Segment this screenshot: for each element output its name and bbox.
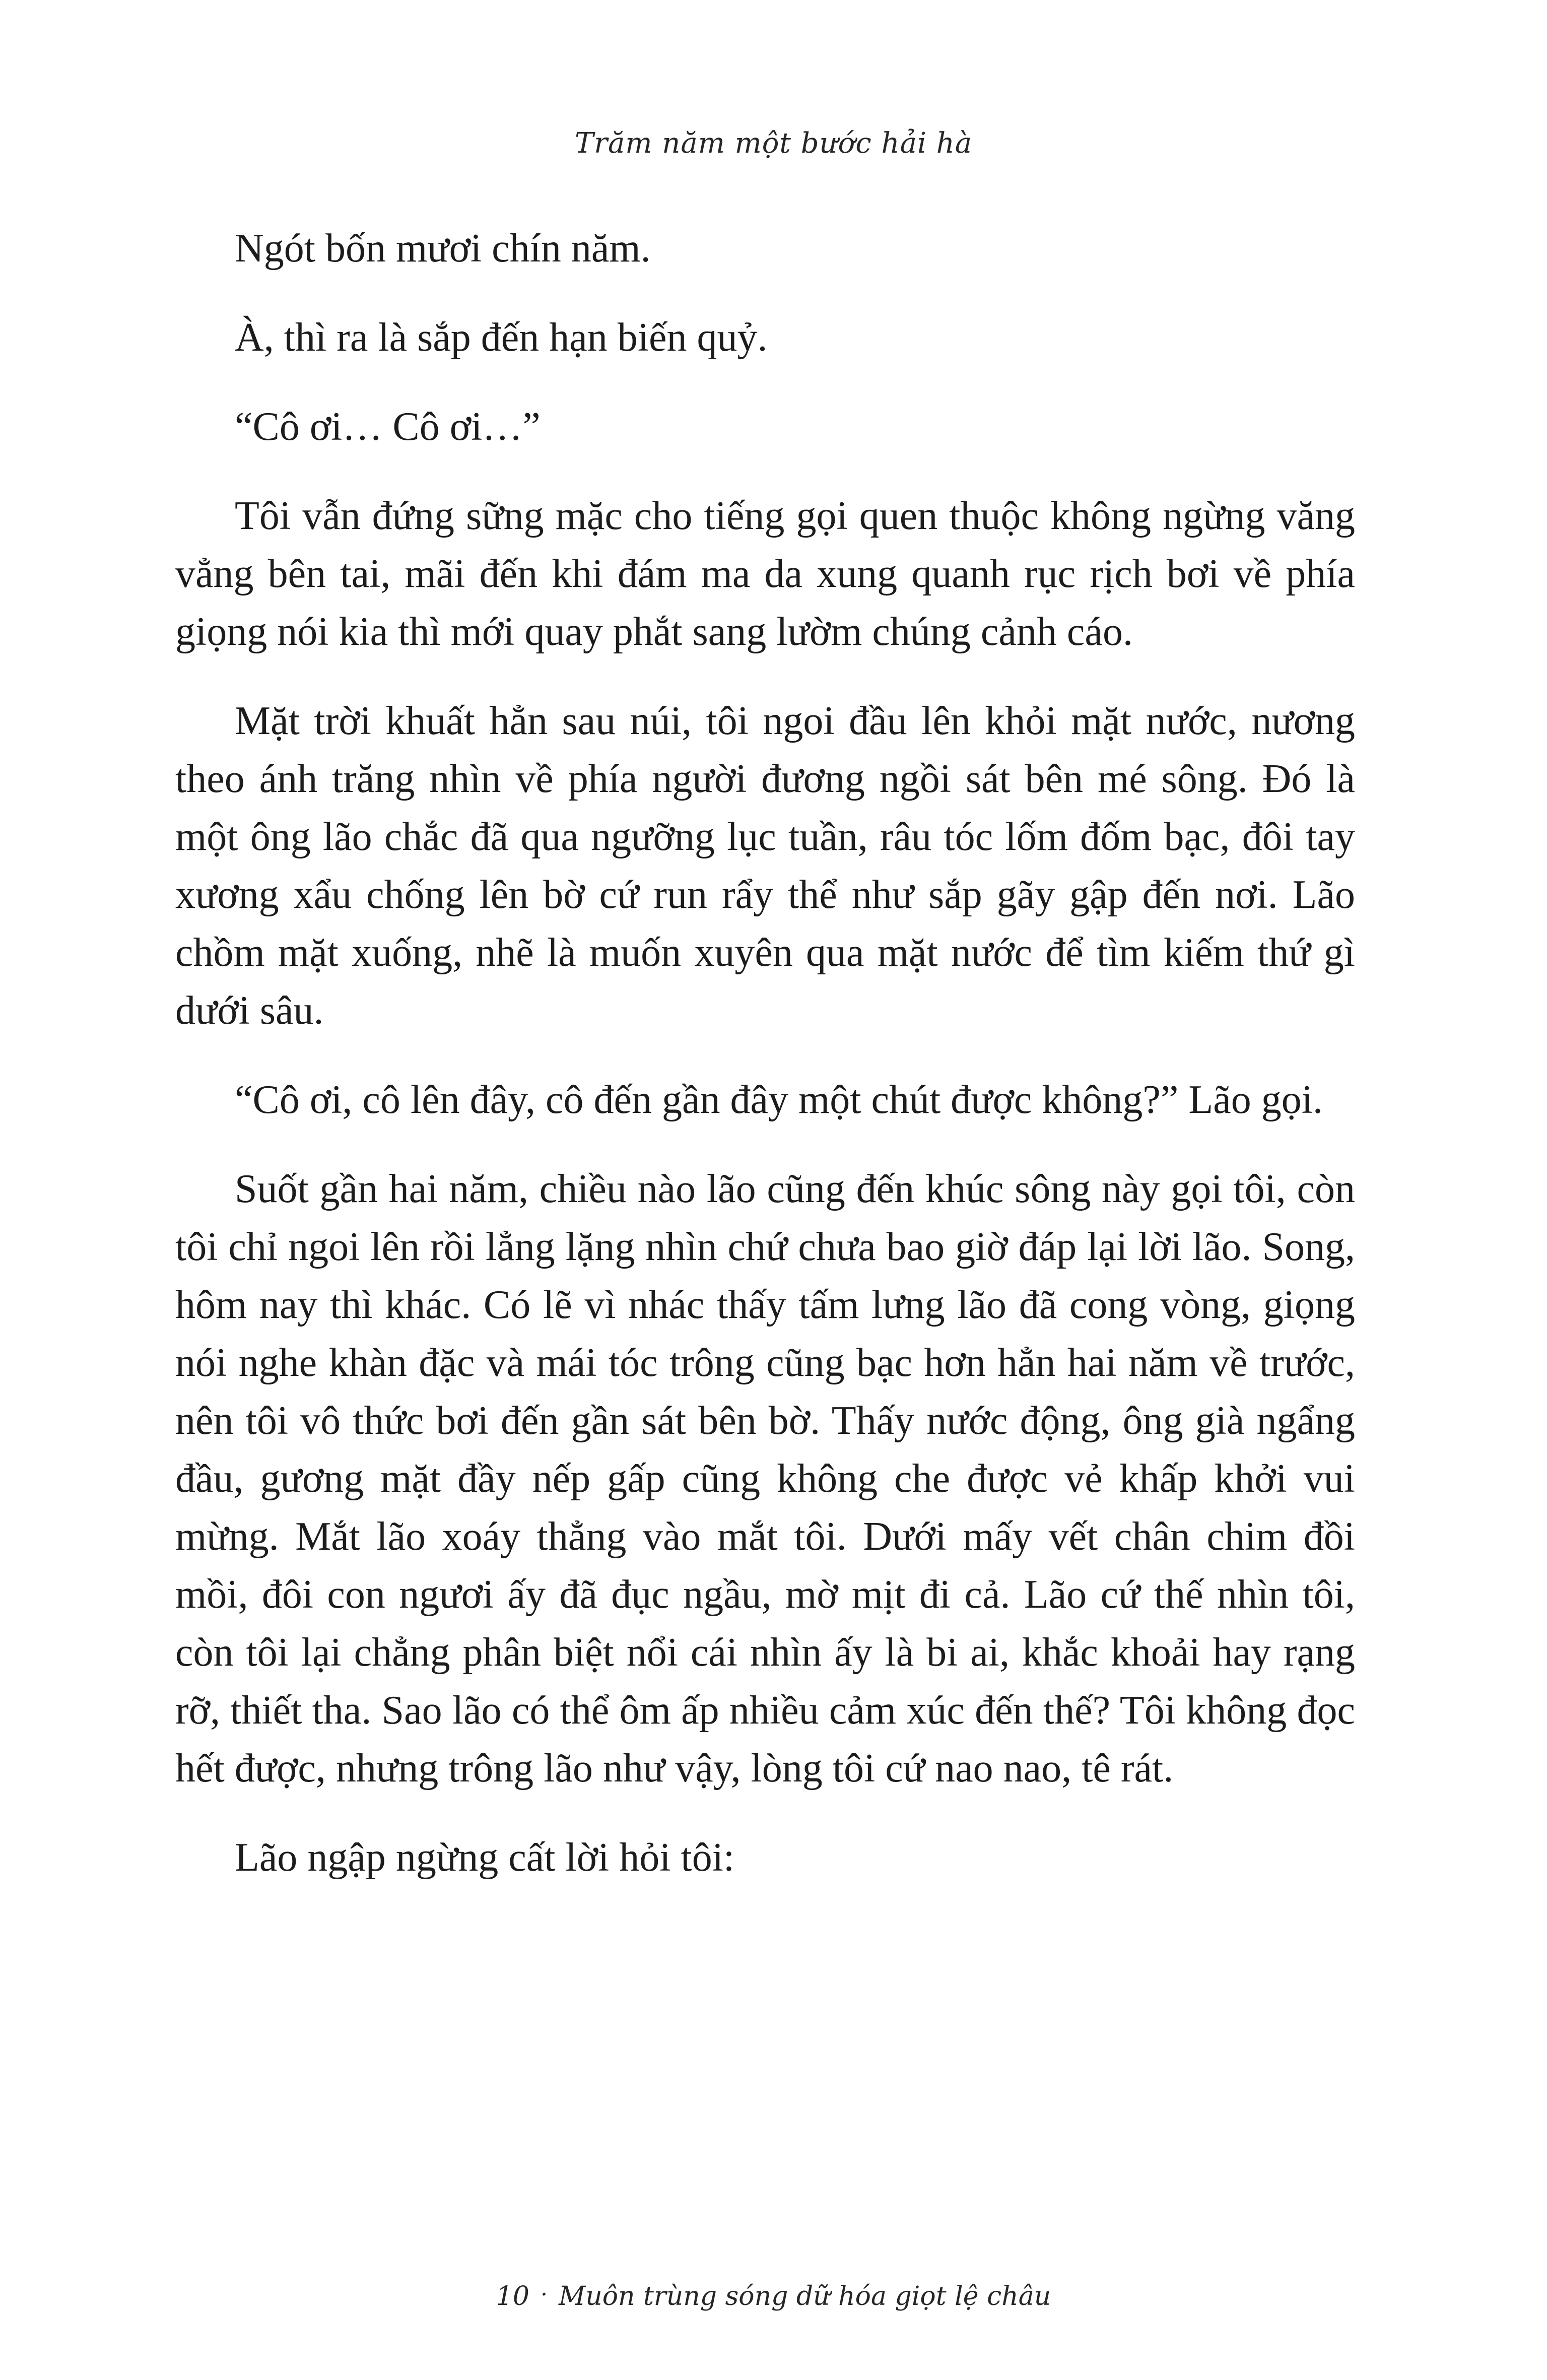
paragraph: À, thì ra là sắp đến hạn biến quỷ. [235,315,768,360]
page-footer [0,2281,1547,2311]
book-title: Muôn trùng sóng dữ hóa giọt lệ châu [558,2281,1051,2311]
page-number: 10 [496,2281,529,2311]
paragraph: Lão ngập ngừng cất lời hỏi tôi: [235,1835,735,1880]
paragraph: Tôi vẫn đứng sững mặc cho tiếng gọi quen thuộc không ngừng văng vẳng bên tai, mãi đến khi đám ma da xung quanh rục rịch bơi về phía giọng nói kia thì mới quay phắt sang lườm chúng cảnh cáo. [175,494,1355,654]
paragraph: Suốt gần hai năm, chiều nào lão cũng đến khúc sông này gọi tôi, còn tôi chỉ ngoi lên rồi lẳng lặng nhìn chứ chưa bao giờ đáp lại lời lão. Song, hôm nay thì khác. Có lẽ vì nhác thấy tấm lưng lão đã cong vòng, giọng nói nghe khàn đặc và mái tóc trông cũng bạc hơn hẳn hai năm về trước, nên tôi vô thức bơi đến gần sát bên bờ. Thấy nước động, ông già ngẩng đầu, gương mặt đầy nếp gấp cũng không che được vẻ khấp khởi vui mừng. Mắt lão xoáy thẳng vào mắt tôi. Dưới mấy vết chân chim đồi mồi, đôi con ngươi ấy đã đục ngầu, mờ mịt đi cả. Lão cứ thế nhìn tôi, còn tôi lại chẳng phân biệt nổi cái nhìn ấy là bi ai, khắc khoải hay rạng rỡ, thiết tha. Sao lão có thể ôm ấp nhiều cảm xúc đến thế? Tôi không đọc hết được, nhưng trông lão như vậy, lòng tôi cứ nao nao, tê rát. [175,1167,1355,1791]
paragraph: Mặt trời khuất hẳn sau núi, tôi ngoi đầu lên khỏi mặt nước, nương theo ánh trăng nhìn về phía người đương ngồi sát bên mé sông. Đó là một ông lão chắc đã qua ngưỡng lục tuần, râu tóc lốm đốm bạc, đôi tay xương xẩu chống lên bờ cứ run rẩy thể như sắp gãy gập đến nơi. Lão chồm mặt xuống, nhẽ là muốn xuyên qua mặt nước để tìm kiếm thứ gì dưới sâu. [175,699,1355,1033]
paragraph: “Cô ơi, cô lên đây, cô đến gần đây một chút được không?” Lão gọi. [235,1078,1323,1122]
paragraph: “Cô ơi… Cô ơi…” [235,405,541,449]
page-body [175,220,1355,1918]
paragraph: Ngót bốn mươi chín năm. [235,226,651,271]
running-header: Trăm năm một bước hải hà [574,127,973,160]
footer-separator: · [540,2282,548,2307]
